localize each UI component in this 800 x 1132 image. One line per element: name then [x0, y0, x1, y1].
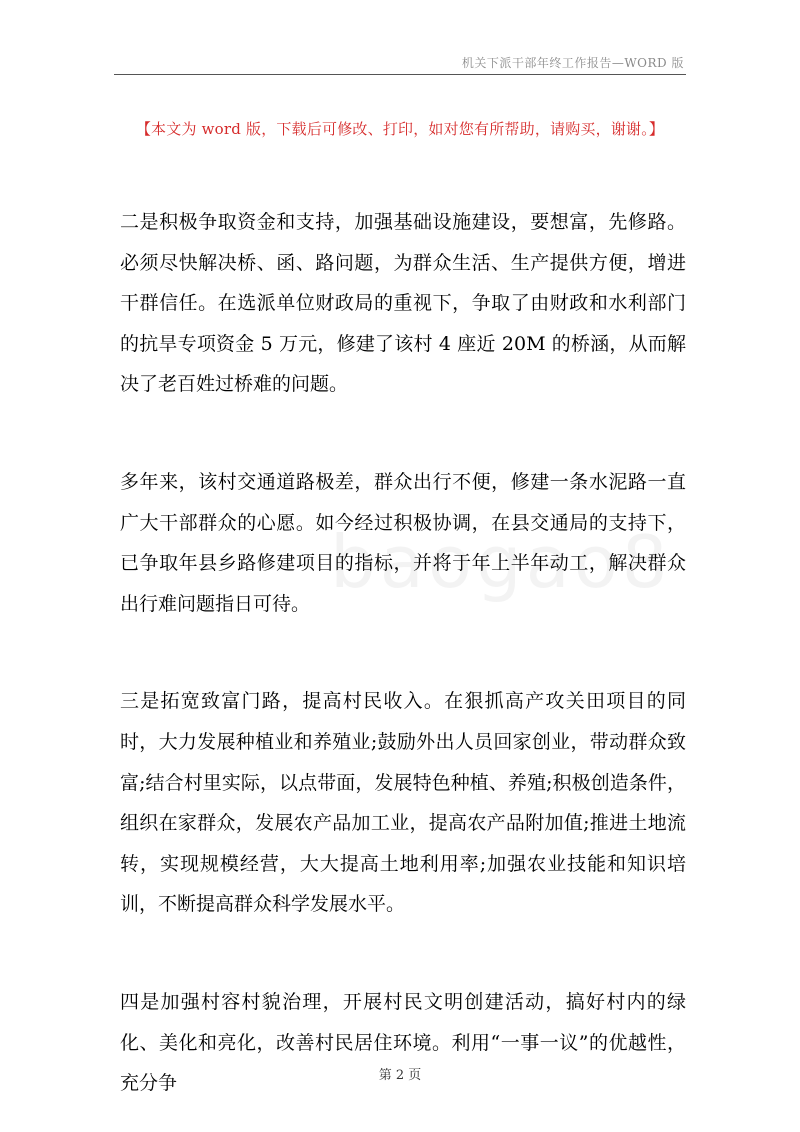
body-text [120, 202, 686, 1104]
paragraph-village-environment: 四是加强村容村貌治理，开展村民文明创建活动，搞好村内的绿化、美化和亮化，改善村民居住环境。利用“一事一议”的优越性，充分争 [120, 990, 686, 1095]
header-title: 机关下派干部年终工作报告—WORD 版 [461, 56, 684, 70]
paragraph-income: 三是拓宽致富门路，提高村民收入。在狠抓高产攻关田项目的同时，大力发展种植业和养殖业;鼓励外出人员回家创业，带动群众致富;结合村里实际，以点带面，发展特色种植、养殖;积极创造条件，组织在家群众，发展农产品加工业，提高农产品附加值;推进土地流转，实现规模经营，大大提高土地利用率;加强农业技能和知识培训，不断提高群众科学发展水平。 [120, 690, 686, 916]
paragraph-road-construction: 多年来，该村交通道路极差，群众出行不便，修建一条水泥路一直广大干部群众的心愿。如今经过积极协调，在县交通局的支持下，已争取年县乡路修建项目的指标，并将于年上半年动工，解决群众出行难问题指日可待。 [120, 470, 686, 615]
purchase-notice: 【本文为 word 版，下载后可修改、打印，如对您有所帮助，请购买，谢谢。】 [135, 120, 665, 138]
paragraph-infrastructure: 二是积极争取资金和支持，加强基础设施建设，要想富，先修路。必须尽快解决桥、函、路问题，为群众生活、生产提供方便，增进干群信任。在选派单位财政局的重视下，争取了由财政和水利部门的抗旱专项资金 5 万元，修建了该村 4 座近 20M 的桥涵，从而解决了老百姓过桥难的问题。 [120, 211, 686, 396]
page-number: 第 2 页 [378, 1068, 422, 1083]
header-divider [114, 74, 686, 75]
